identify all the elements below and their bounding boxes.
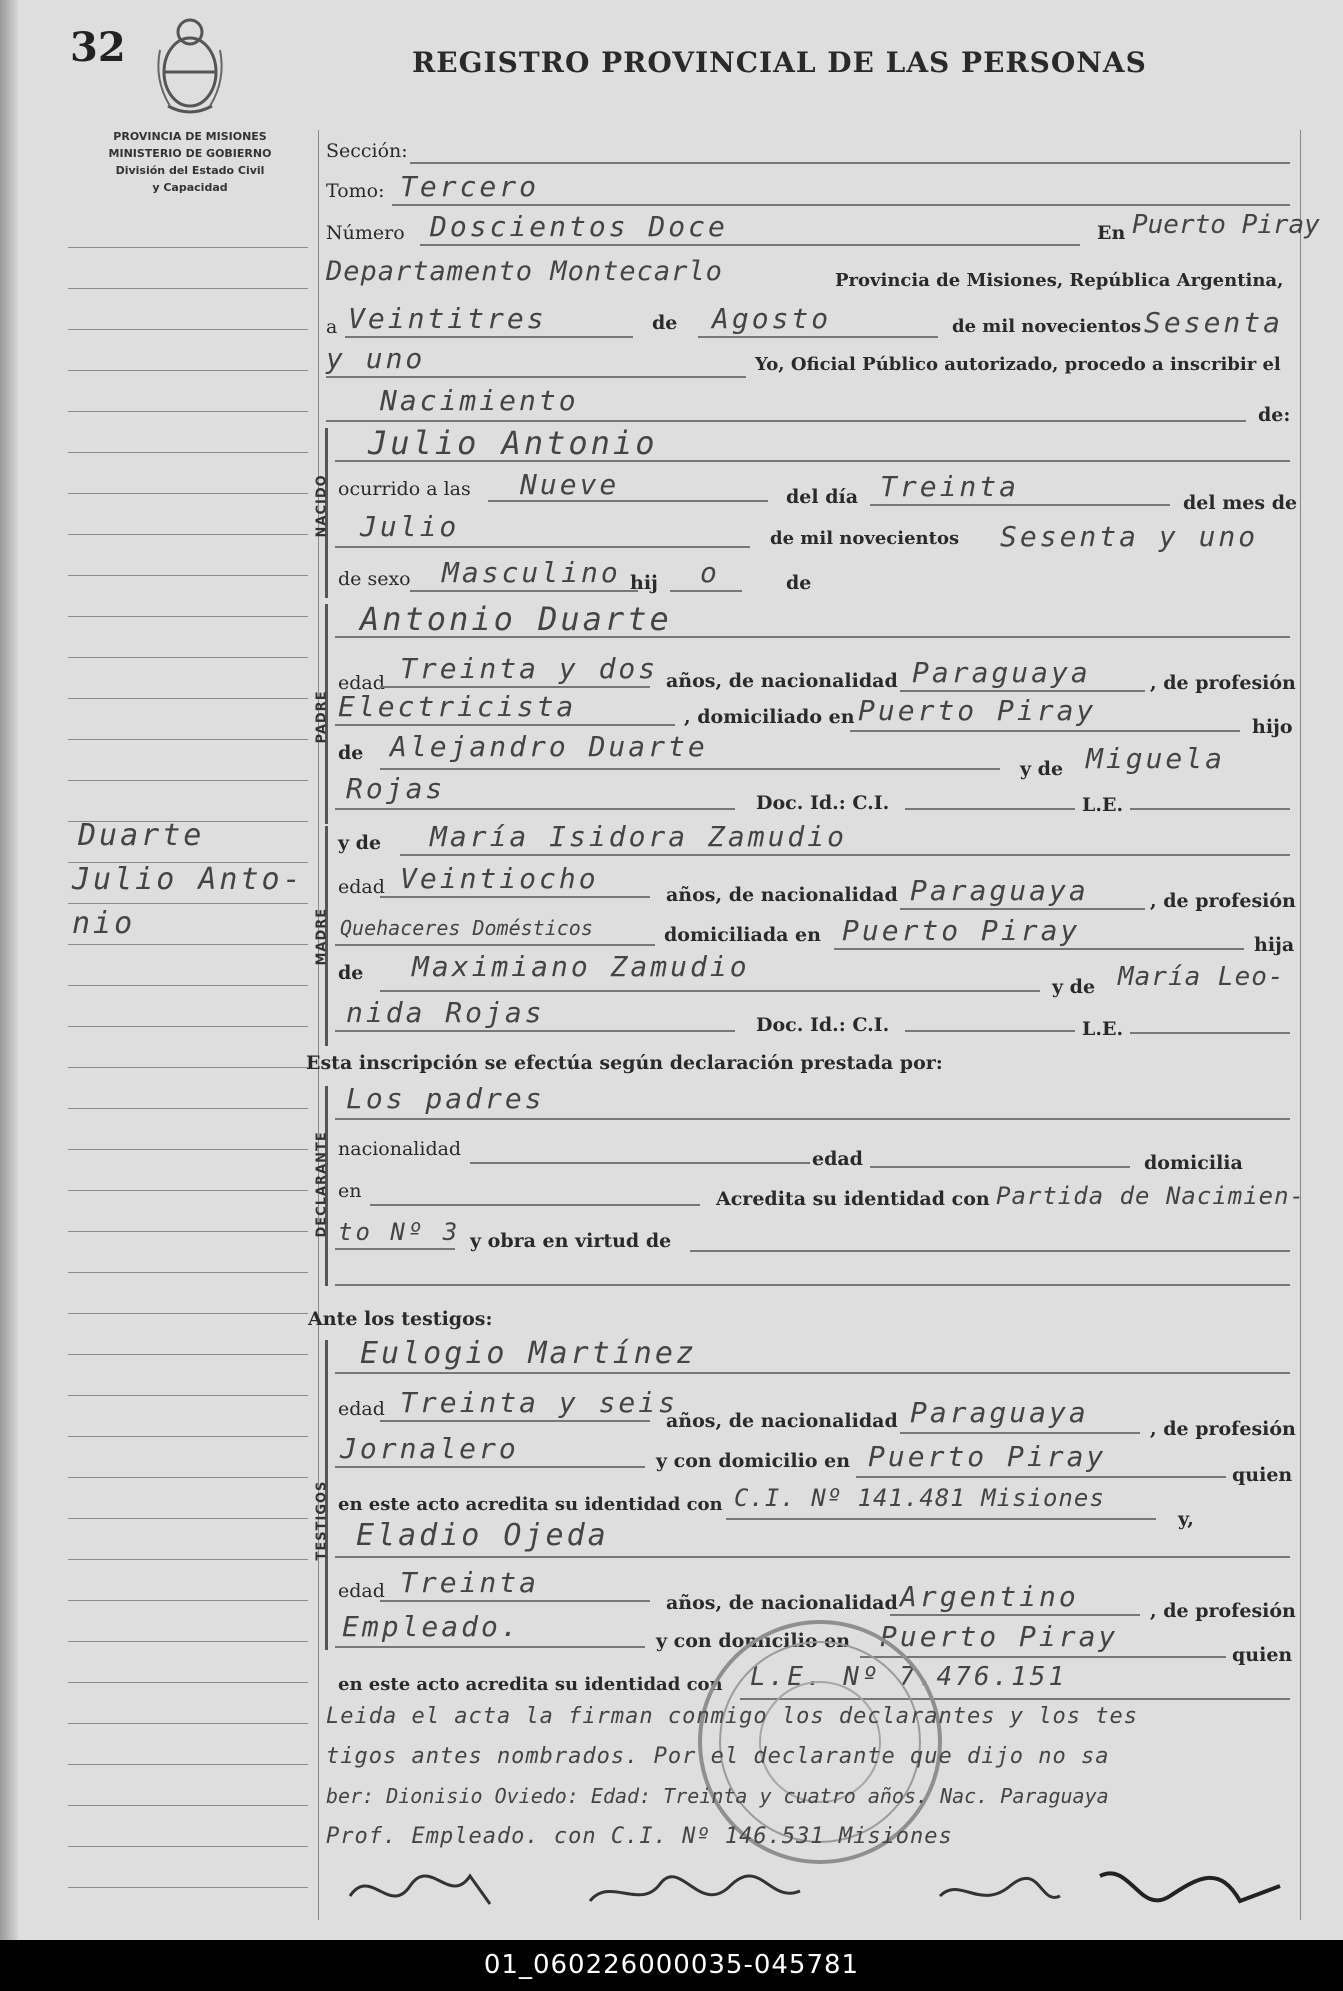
madre-de-label: de xyxy=(338,962,364,984)
madre-nombre: María Isidora Zamudio xyxy=(430,820,848,853)
padre-prof-value: Electricista xyxy=(338,690,577,723)
dia-value: Veintitres xyxy=(348,302,547,335)
padre-prof-label: , de profesión xyxy=(1150,672,1296,694)
de2-label: de: xyxy=(1258,404,1291,426)
madre-hija-label: hija xyxy=(1254,934,1295,956)
madre-madre-de-madre: María Leo- xyxy=(1118,962,1285,992)
testigo1-dom-value: Puerto Piray xyxy=(868,1440,1107,1473)
padre-dom-value: Puerto Piray xyxy=(858,694,1097,727)
padre-madre-de-padre-cont: Rojas xyxy=(346,772,446,805)
document-title: REGISTRO PROVINCIAL DE LAS PERSONAS xyxy=(412,46,1147,79)
acto-value: Nacimiento xyxy=(380,384,579,417)
padre-nac-value: Paraguaya xyxy=(912,656,1091,689)
signatures xyxy=(340,1856,1300,1926)
madre-dom-value: Puerto Piray xyxy=(842,914,1081,947)
margin-note-name-end: nio xyxy=(72,906,136,941)
a-label: a xyxy=(326,316,338,338)
testigo1-nac-value: Paraguaya xyxy=(910,1396,1089,1429)
hij-label: hij xyxy=(630,572,658,594)
issuer-block xyxy=(80,128,300,196)
margin-rule xyxy=(318,130,319,1920)
testigo2-dom-label: y con domicilio en xyxy=(656,1630,851,1652)
issuer-ministry: MINISTERIO DE GOBIERNO xyxy=(108,147,272,160)
padre-hijo-label: hijo xyxy=(1252,716,1293,738)
padre-nombre: Antonio Duarte xyxy=(360,600,672,638)
madre-label: MADRE xyxy=(314,907,330,966)
madre-nac-value: Paraguaya xyxy=(910,874,1089,907)
declarante-acredita-value-cont: to Nº 3 xyxy=(338,1218,461,1246)
en-label: En xyxy=(1097,222,1126,244)
madre-madre-de-madre-cont: nida Rojas xyxy=(346,996,545,1029)
madre-edad-label: edad xyxy=(338,876,385,898)
madre-yde2-label: y de xyxy=(1052,976,1096,998)
mes-nacimiento-value: Julio xyxy=(360,510,460,543)
padre-yde-label: y de xyxy=(1020,758,1064,780)
declarante-edad-label: edad xyxy=(812,1148,863,1170)
testigo2-acredita-value: L.E. Nº 7.476.151 xyxy=(750,1662,1068,1692)
anio-label: de mil novecientos xyxy=(952,316,1142,337)
provincia-label: Provincia de Misiones, República Argentina, xyxy=(835,270,1284,291)
declarante-nac-label: nacionalidad xyxy=(338,1138,462,1160)
testigo1-dom-label: y con domicilio en xyxy=(656,1450,851,1472)
issuer-capacity: y Capacidad xyxy=(152,181,228,194)
testigo1-quien-label: quien xyxy=(1232,1464,1293,1486)
tomo-value: Tercero xyxy=(400,170,540,203)
padre-nac-label: años, de nacionalidad xyxy=(666,670,898,692)
anio-value-continued: y uno xyxy=(326,342,426,375)
padre-de-padre: Alejandro Duarte xyxy=(390,730,708,763)
anio-nacimiento-value: Sesenta y uno xyxy=(1000,520,1259,553)
testigo2-edad-value: Treinta xyxy=(400,1566,540,1599)
madre-prof-label: , de profesión xyxy=(1150,890,1296,912)
del-dia-label: del día xyxy=(786,486,859,508)
anio-nacimiento-label: de mil novecientos xyxy=(770,528,960,549)
declarante-label: DECLARANTE xyxy=(314,1131,330,1238)
testigo2-acredita-label: en este acto acredita su identidad con xyxy=(338,1674,723,1695)
tomo-label: Tomo: xyxy=(326,180,385,202)
testigo2-nac-label: años, de nacionalidad xyxy=(666,1592,898,1614)
seccion-label: Sección: xyxy=(326,140,408,162)
testigo2-prof-label: , de profesión xyxy=(1150,1600,1296,1622)
margin-note-surname: Duarte xyxy=(78,818,205,853)
del-mes-label: del mes de xyxy=(1183,492,1298,514)
madre-dom-label: domiciliada en xyxy=(664,924,821,946)
image-id-footer: 01_060226000035-045781 xyxy=(0,1940,1343,1991)
hora-value: Nueve xyxy=(520,468,620,501)
testigo1-y-label: y, xyxy=(1178,1508,1194,1530)
testigo1-nac-label: años, de nacionalidad xyxy=(666,1410,898,1432)
testigo2-edad-label: edad xyxy=(338,1580,385,1602)
madre-le-label: L.E. xyxy=(1082,1018,1124,1040)
ocurrido-label: ocurrido a las xyxy=(338,478,471,500)
oficial-text: Yo, Oficial Público autorizado, procedo a inscribir el xyxy=(755,354,1281,375)
padre-le-label: L.E. xyxy=(1082,794,1124,816)
declarante-value: Los padres xyxy=(346,1082,545,1115)
madre-edad-value: Veintiocho xyxy=(400,862,599,895)
madre-padre-de-madre: Maximiano Zamudio xyxy=(412,950,750,983)
notes-line-3: ber: Dionisio Oviedo: Edad: Treinta y cuatro años. Nac. Paraguaya xyxy=(326,1784,1109,1808)
declarante-acredita-value: Partida de Nacimien- xyxy=(996,1182,1305,1210)
padre-dom-label: , domiciliado en xyxy=(684,706,855,728)
right-rule xyxy=(1300,130,1301,1920)
testigo2-quien-label: quien xyxy=(1232,1644,1293,1666)
declarante-obra-label: y obra en virtud de xyxy=(470,1230,672,1252)
testigo1-acredita-value: C.I. Nº 141.481 Misiones xyxy=(734,1484,1105,1512)
madre-nac-label: años, de nacionalidad xyxy=(666,884,898,906)
issuer-province: PROVINCIA DE MISIONES xyxy=(113,130,267,143)
mes-value: Agosto xyxy=(712,302,832,335)
testigo1-edad-label: edad xyxy=(338,1398,385,1420)
numero-value: Doscientos Doce xyxy=(430,210,728,243)
testigo1-prof-value: Jornalero xyxy=(340,1432,519,1465)
page-number: 32 xyxy=(70,24,126,71)
declarante-en-label: en xyxy=(338,1180,362,1202)
testigo1-prof-label: , de profesión xyxy=(1150,1418,1296,1440)
padre-edad-label: edad xyxy=(338,672,385,694)
nacido-de-label: de xyxy=(786,572,812,594)
sexo-label: de sexo xyxy=(338,568,411,590)
padre-de-label: de xyxy=(338,742,364,764)
notes-line-2: tigos antes nombrados. Por el declarante que dijo no sa xyxy=(326,1744,1110,1769)
seccion-line xyxy=(410,162,1290,164)
en-value: Puerto Piray xyxy=(1132,210,1320,240)
testigo1-edad-value: Treinta y seis xyxy=(400,1386,679,1419)
notes-line-4: Prof. Empleado. con C.I. Nº 146.531 Misiones xyxy=(326,1824,953,1849)
madre-prof-value: Quehaceres Domésticos xyxy=(340,916,593,940)
testigo2-nac-value: Argentino xyxy=(900,1580,1079,1613)
declarante-dom-label: domicilia xyxy=(1144,1152,1243,1174)
padre-madre-de-padre: Miguela xyxy=(1086,742,1226,775)
declarante-intro: Esta inscripción se efectúa según declaración prestada por: xyxy=(306,1052,943,1074)
margin-note-name: Julio Anto- xyxy=(72,862,304,897)
numero-label: Número xyxy=(326,222,405,244)
testigos-intro: Ante los testigos: xyxy=(308,1308,493,1330)
nacido-label: NACIDO xyxy=(314,474,330,538)
anio-value: Sesenta xyxy=(1144,306,1284,339)
testigo2-dom-value: Puerto Piray xyxy=(880,1620,1119,1653)
hij-value: o xyxy=(700,556,720,589)
departamento-value: Departamento Montecarlo xyxy=(326,256,723,287)
madre-doc-label: Doc. Id.: C.I. xyxy=(756,1014,890,1036)
padre-doc-label: Doc. Id.: C.I. xyxy=(756,792,890,814)
testigo2-prof-value: Empleado. xyxy=(342,1610,521,1643)
dia-nacimiento-value: Treinta xyxy=(880,470,1020,503)
coat-of-arms-emblem xyxy=(150,10,230,120)
testigos-label: TESTIGOS xyxy=(314,1480,330,1561)
issuer-division: División del Estado Civil xyxy=(115,164,265,177)
de-label: de xyxy=(652,312,678,334)
padre-label: PADRE xyxy=(314,690,330,744)
testigo1-nombre: Eulogio Martínez xyxy=(360,1336,697,1371)
madre-yde-label: y de xyxy=(338,832,382,854)
testigo1-acredita-label: en este acto acredita su identidad con xyxy=(338,1494,723,1515)
declarante-acredita-label: Acredita su identidad con xyxy=(716,1188,990,1210)
nacido-nombre: Julio Antonio xyxy=(368,424,658,462)
padre-edad-value: Treinta y dos xyxy=(400,652,659,685)
sexo-value: Masculino xyxy=(442,556,621,589)
notes-line-1: Leida el acta la firman conmigo los declarantes y los tes xyxy=(326,1704,1138,1729)
testigo2-nombre: Eladio Ojeda xyxy=(356,1518,609,1553)
